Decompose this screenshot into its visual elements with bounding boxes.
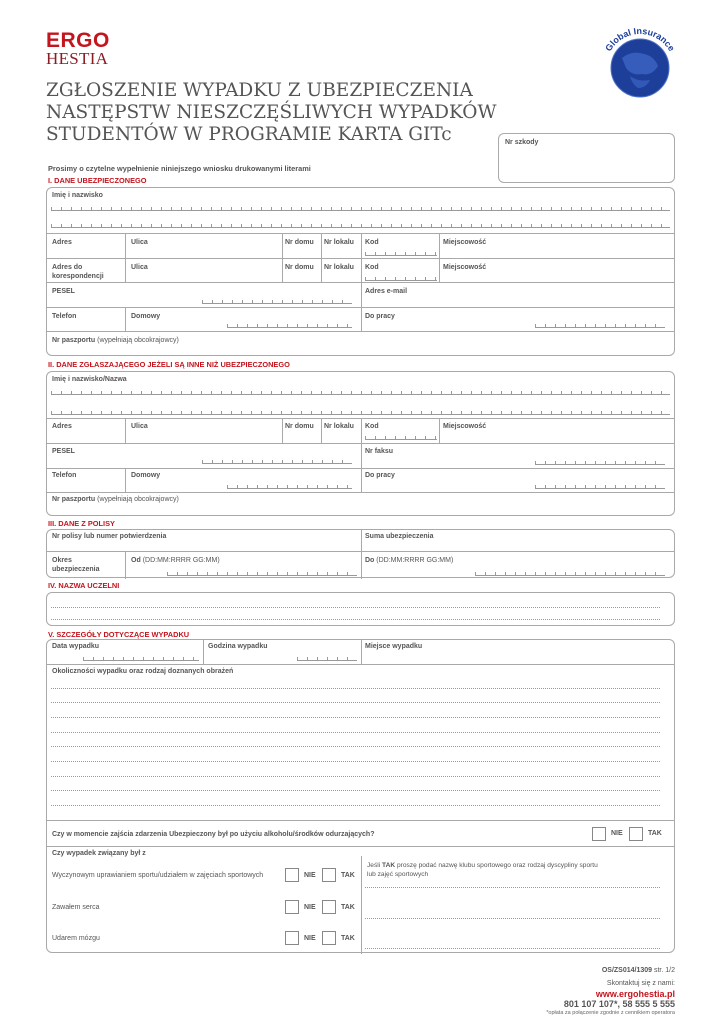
logo-ergo: ERGO [46,29,110,52]
s3-from-label [131,557,220,564]
divider [125,551,126,579]
if-yes-tak: TAK [382,862,396,869]
s2-passport-text: Nr paszportu [52,496,96,503]
s5-time-label: Godzina wypadku [208,643,268,650]
title-line: NASTĘPSTW NIESZCZĘŚLIWYCH WYPADKÓW [46,102,497,123]
logo-hestia: HESTIA [46,49,109,68]
divider [321,418,322,443]
divider [47,820,674,821]
s2-fax-field[interactable] [535,461,665,465]
s1-passport-note: (wypełniają obcokrajowcy) [97,337,179,344]
stroke-details-line[interactable] [365,948,660,949]
sport-yes-label: TAK [341,872,355,879]
section-3-panel [46,529,675,578]
if-yes-text-1 [367,862,598,869]
s3-to-text: Do [365,557,375,564]
s1-street-label: Ulica [131,239,148,246]
circumstances-line[interactable] [51,688,660,689]
sport-details-line[interactable] [365,887,660,888]
ergo-hestia-logo [46,30,110,67]
s1-corr-label-2: korespondencji [52,273,104,280]
s2-work-phone-label: Do pracy [365,472,395,479]
stroke-yes-label: TAK [341,935,355,942]
s2-zip-label: Kod [365,423,379,430]
s2-address-label: Adres [52,423,72,430]
s2-passport-note: (wypełniają obcokrajowcy) [97,496,179,503]
circumstances-line[interactable] [51,805,660,806]
phone-numbers: 801 107 107*, 58 555 5 555 [563,999,675,1009]
form-title [46,80,496,146]
divider [125,307,126,331]
divider [361,856,362,954]
s1-corr-flat-label: Nr lokalu [324,264,354,271]
s2-street-label: Ulica [131,423,148,430]
s3-from-text: Od [131,557,141,564]
s1-passport-label [52,337,179,344]
divider [47,331,674,332]
sport-no-label: NIE [304,872,316,879]
alcohol-no-checkbox[interactable] [592,827,606,841]
s2-name-field-2[interactable] [51,411,670,415]
if-yes-rest: proszę podać nazwę klubu sportowego oraz rodzaj dyscypliny sportu [396,862,598,869]
university-name-panel[interactable] [46,592,675,626]
form-code-value: OS/ZS014/1309 [601,967,653,974]
s2-zip-field[interactable] [365,436,437,440]
s5-time-field[interactable] [297,657,357,661]
divider [47,307,674,308]
s1-corr-label-1: Adres do [52,264,83,271]
s2-city-label: Miejscowość [443,423,487,430]
s1-flat-label: Nr lokalu [324,239,354,246]
badge-top-text: Global Insurance [603,25,677,53]
q1-sport-text: Wyczynowym uprawianiem sportu/udziałem w zajęciach sportowych [52,872,264,879]
section-1-title: I. DANE UBEZPIECZONEGO [48,176,147,185]
divider [125,468,126,492]
s2-home-phone-label: Domowy [131,472,161,479]
divider [47,468,674,469]
s3-to-format: (DD:MM:RRRR GG:MM) [376,557,454,564]
s3-policy-label: Nr polisy lub numer potwierdzenia [52,533,167,540]
s2-name-field-1[interactable] [51,391,670,395]
s5-alcohol-question: Czy w momencie zajścia zdarzenia Ubezpieczony był po użyciu alkoholu/środków odurzających? [52,831,375,838]
s1-phone-label: Telefon [52,313,77,320]
circumstances-line[interactable] [51,702,660,703]
circumstances-line[interactable] [51,732,660,733]
divider [361,640,362,664]
divider [282,418,283,443]
if-yes-jesli: Jeśli [367,862,381,869]
alcohol-no-label: NIE [611,830,623,837]
heart-no-label: NIE [304,904,316,911]
section-5-title: V. SZCZEGÓŁY DOTYCZĄCE WYPADKU [48,630,190,639]
contact-label: Skontaktuj się z nami: [606,980,675,987]
stroke-no-label: NIE [304,935,316,942]
s2-house-label: Nr domu [285,423,314,430]
section-2-title: II. DANE ZGŁASZAJĄCEGO JEŻELI SĄ INNE NIŻ UBEZPIECZONEGO [48,360,290,369]
s5-place-label: Miejsce wypadku [365,643,423,650]
circumstances-line[interactable] [51,717,660,718]
s2-passport-label [52,496,179,503]
s3-to-field[interactable] [475,572,665,576]
operator-note: *opłata za połączenie zgodnie z cennikiem operatora [546,1010,675,1016]
s5-related-label: Czy wypadek związany był z [52,850,146,857]
section-2-panel [46,371,675,516]
s1-work-phone-label: Do pracy [365,313,395,320]
section-4-title: IV. NAZWA UCZELNI [48,581,120,590]
s1-home-phone-field[interactable] [227,324,352,328]
s2-work-phone-field[interactable] [535,485,665,489]
s1-pesel-field[interactable] [202,300,352,304]
circumstances-line[interactable] [51,776,660,777]
heart-yes-checkbox[interactable] [322,900,336,914]
divider [203,640,204,664]
q2-heart-text: Zawałem serca [52,904,100,911]
circumstances-line[interactable] [51,746,660,747]
alcohol-yes-label: TAK [648,830,662,837]
sport-yes-checkbox[interactable] [322,868,336,882]
section-3-title: III. DANE Z POLISY [48,519,115,528]
page-number: str. 1/2 [653,967,675,974]
s3-from-field[interactable] [167,572,357,576]
section-5-panel [46,639,675,953]
s1-corr-zip-field[interactable] [365,277,437,281]
heart-details-line[interactable] [365,918,660,919]
s1-address-label: Adres [52,239,72,246]
divider [47,258,674,259]
divider [361,418,362,492]
s2-home-phone-field[interactable] [227,485,352,489]
s1-corr-city-label: Miejscowość [443,264,487,271]
divider [361,530,362,579]
s1-corr-house-label: Nr domu [285,264,314,271]
website-link[interactable]: www.ergohestia.pl [595,989,675,999]
s3-from-format: (DD:MM:RRRR GG:MM) [142,557,220,564]
s1-passport-text: Nr paszportu [52,337,96,344]
s1-name-label: Imię i nazwisko [52,192,103,199]
heart-yes-label: TAK [341,904,355,911]
s2-phone-label: Telefon [52,472,77,479]
q3-stroke-text: Udarem mózgu [52,935,100,942]
s1-pesel-label: PESEL [52,288,75,295]
stroke-yes-checkbox[interactable] [322,931,336,945]
divider [47,664,674,665]
alcohol-yes-checkbox[interactable] [629,827,643,841]
university-line-2[interactable] [51,619,660,620]
s1-email-label: Adres e-mail [365,288,408,295]
university-line-1[interactable] [51,607,660,608]
s1-corr-street-label: Ulica [131,264,148,271]
s1-corr-zip-label: Kod [365,264,379,271]
section-1-panel [46,187,675,356]
divider [47,282,674,283]
if-yes-text-2: lub zajęć sportowych [367,871,429,878]
intro-text: Prosimy o czytelne wypełnienie niniejszego wniosku drukowanymi literami [48,164,311,173]
sport-no-checkbox[interactable] [285,868,299,882]
s3-sum-label: Suma ubezpieczenia [365,533,434,540]
stroke-no-checkbox[interactable] [285,931,299,945]
divider [47,492,674,493]
badge-bottom-text: Travel Ca [638,82,665,99]
title-line: STUDENTÓW W PROGRAMIE KARTA GITc [46,124,452,145]
s2-pesel-label: PESEL [52,448,75,455]
s1-house-label: Nr domu [285,239,314,246]
s3-period-label-2: ubezpieczenia [52,566,100,573]
divider [47,846,674,847]
s3-to-label [365,557,453,564]
form-code [602,967,675,974]
circumstances-line[interactable] [51,790,660,791]
s1-work-phone-field[interactable] [535,324,665,328]
s1-home-phone-label: Domowy [131,313,161,320]
s3-period-label-1: Okres [52,557,72,564]
s1-zip-label: Kod [365,239,379,246]
claim-number-label: Nr szkody [505,139,539,146]
divider [439,418,440,443]
s1-name-field-1[interactable] [51,207,670,211]
s5-circumstances-label: Okoliczności wypadku oraz rodzaj doznanych obrażeń [52,668,234,675]
s2-fax-label: Nr faksu [365,448,394,455]
claim-number-box[interactable] [498,133,675,183]
divider [47,551,674,552]
s5-date-label: Data wypadku [52,643,100,650]
s5-date-field[interactable] [83,657,199,661]
divider [125,418,126,443]
s1-city-label: Miejscowość [443,239,487,246]
s2-flat-label: Nr lokalu [324,423,354,430]
title-line: ZGŁOSZENIE WYPADKU Z UBEZPIECZENIA [46,80,473,101]
s1-zip-field[interactable] [365,252,437,256]
divider [47,443,674,444]
heart-no-checkbox[interactable] [285,900,299,914]
s2-name-label: Imię i nazwisko/Nazwa [52,376,127,383]
global-insurance-badge [596,24,684,112]
s2-pesel-field[interactable] [202,460,352,464]
circumstances-line[interactable] [51,761,660,762]
s1-name-field-2[interactable] [51,224,670,228]
